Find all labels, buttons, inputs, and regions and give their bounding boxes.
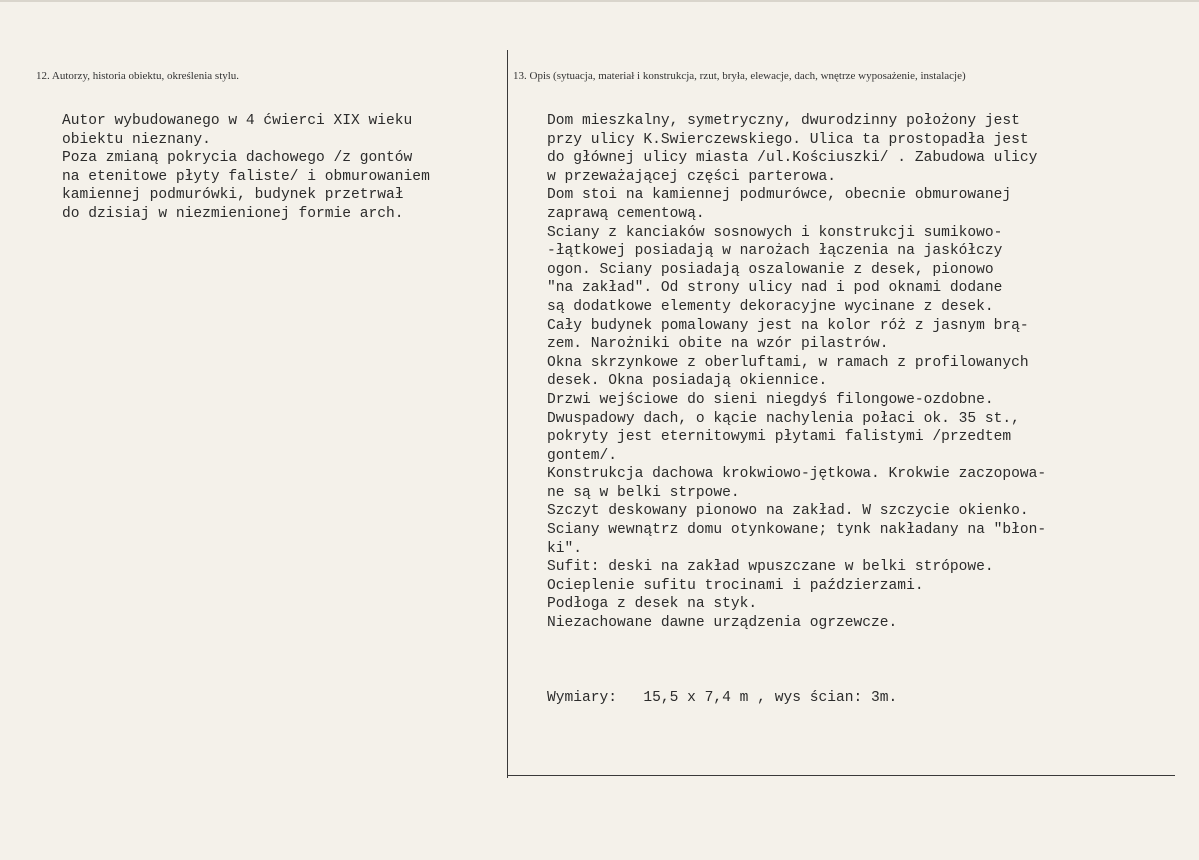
- section-12-heading: 12. Autorzy, historia obiektu, określenia stylu.: [36, 70, 240, 82]
- section-13-heading: 13. Opis (sytuacja, materiał i konstrukcja, rzut, bryła, elewacje, dach, wnętrze wyposażenie, instalacje): [513, 70, 966, 82]
- authors-history-text: Autor wybudowanego w 4 ćwierci XIX wieku obiektu nieznany. Poza zmianą pokrycia dachowego /z gontów na etenitowe płyty faliste/ i obmurowaniem kamiennej podmurówki, budynek przetrwał do dzisiaj w niezmienionej formie arch.: [62, 113, 430, 222]
- dimensions-text: Wymiary: 15,5 x 7,4 m , wys ścian: 3m.: [547, 690, 898, 706]
- bottom-rule: [507, 775, 1175, 776]
- column-divider: [507, 50, 508, 778]
- description-text: Dom mieszkalny, symetryczny, dwurodzinny położony jest przy ulicy K.Swierczewskiego. Ulica ta prostopadła jest do głównej ulicy miasta /ul.Kościuszki/ . Zabudowa ulicy w przeważającej części parterowa. Dom stoi na kamiennej podmurówce, obecnie obmurowanej zaprawą cementową. Sciany z kanciaków sosnowych i konstrukcji sumikowo- -łątkowej posiadają w narożach łączenia na jaskółczy ogon. Sciany posiadają oszalowanie z desek, pionowo "na zakład". Od strony ulicy nad i pod oknami dodane są dodatkowe elementy dekoracyjne wycinane z desek. Cały budynek pomalowany jest na kolor róż z jasnym brą- zem. Narożniki obite na wzór pilastrów. Okna skrzynkowe z oberluftami, w ramach z profilowanych desek. Okna posiadają okiennice. Drzwi wejściowe do sieni niegdyś filongowe-ozdobne. Dwuspadowy dach, o kącie nachylenia połaci ok. 35 st., pokryty jest eternitowymi płytami falistymi /przedtem gontem/. Konstrukcja dachowa krokwiowo-jętkowa. Krokwie zaczopowa- ne są w belki strpowe. Szczyt deskowany pionowo na zakład. W szczycie okienko. Sciany wewnątrz domu otynkowane; tynk nakładany na "błon- ki". Sufit: deski na zakład wpuszczane w belki strópowe. Ocieplenie sufitu trocinami i paździerzami. Podłoga z desek na styk. Niezachowane dawne urządzenia ogrzewcze.: [547, 113, 1047, 632]
